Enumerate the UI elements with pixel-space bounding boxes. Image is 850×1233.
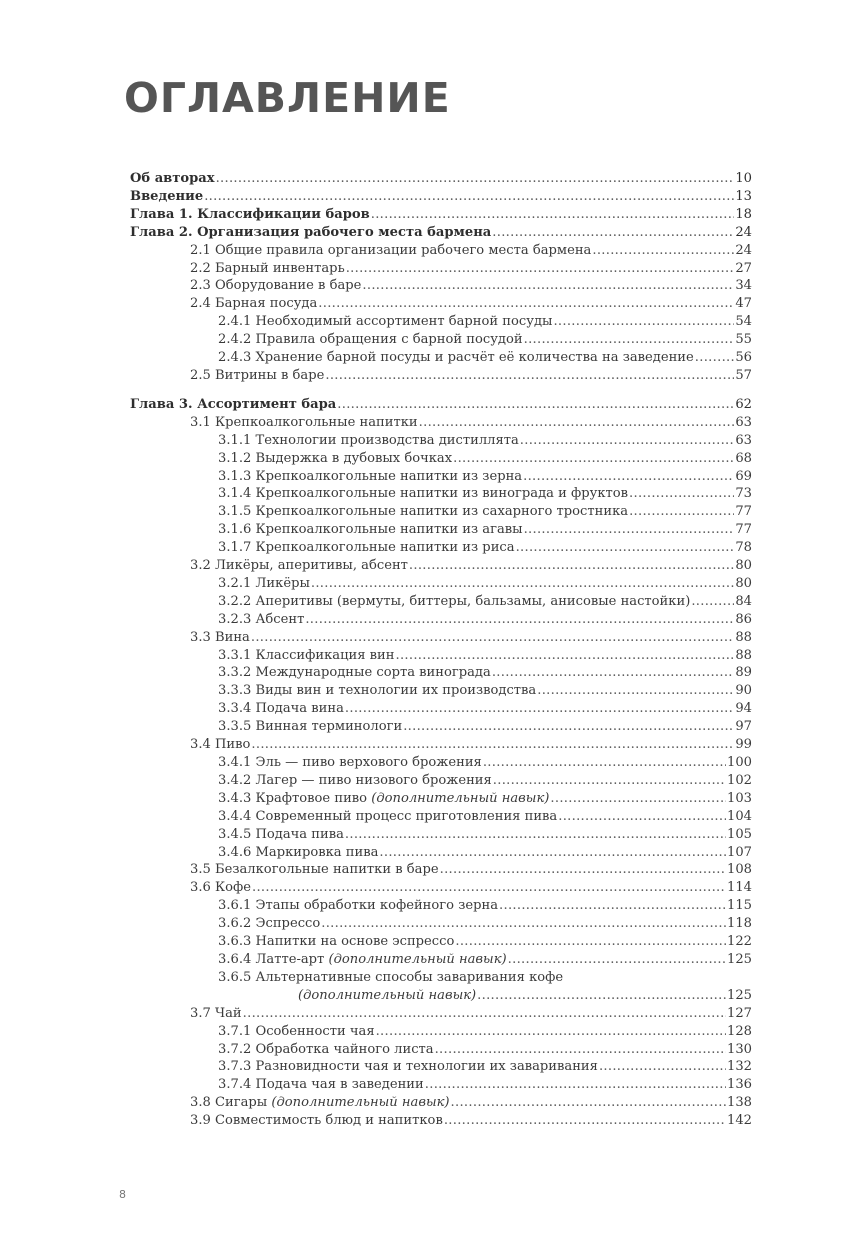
dot-leader [252, 879, 726, 897]
dot-leader [524, 521, 735, 539]
toc-entry-title: Глава 2. Организация рабочего места бармена [130, 224, 492, 240]
toc-subsection-entry[interactable] [130, 593, 752, 611]
toc-entry-page: 102 [727, 772, 752, 788]
dot-leader [337, 396, 734, 414]
toc-entry-page: 18 [735, 206, 752, 222]
toc-entry-page: 80 [735, 575, 752, 591]
toc-entry-title: 3.1.4 Крепкоалкогольные напитки из винограда и фруктов [218, 486, 629, 502]
toc-entry-page: 24 [735, 224, 752, 240]
toc-entry-page: 130 [727, 1041, 752, 1057]
dot-leader [346, 260, 735, 278]
toc-subsection-entry[interactable] [130, 664, 752, 682]
toc-entry-title: 3.4.4 Современный процесс приготовления пива [218, 808, 558, 824]
toc-entry-title: 3.9 Совместимость блюд и напитков [190, 1113, 443, 1129]
toc-subsection-entry[interactable] [130, 969, 752, 987]
toc-entry-title: 3.4.2 Лагер — пиво низового брожения [218, 772, 492, 788]
toc-entry-title: 3.4 Пиво [190, 737, 251, 753]
toc-entry-page: 99 [735, 737, 752, 753]
dot-leader [321, 915, 726, 933]
toc-entry-page: 56 [735, 350, 752, 366]
toc-entry-title: 3.3.2 Международные сорта винограда [218, 665, 491, 681]
dot-leader [492, 224, 734, 242]
toc-entry-page: 62 [735, 396, 752, 412]
toc-entry-page: 136 [727, 1077, 752, 1093]
toc-entry-page: 88 [735, 629, 752, 645]
toc-entry-page: 100 [727, 755, 752, 770]
toc-entry-page: 57 [735, 367, 752, 383]
toc-entry-page: 142 [727, 1113, 752, 1129]
toc-entry-title: 3.6.3 Напитки на основе эспрессо [218, 934, 455, 950]
toc-entry-title: 2.3 Оборудование в баре [190, 278, 362, 294]
toc-subsection-entry[interactable] [130, 808, 752, 826]
toc-subsection-entry[interactable] [130, 432, 752, 450]
toc-entry-title: 3.3.3 Виды вин и технологии их производства [218, 683, 537, 699]
toc-entry-page: 104 [727, 808, 752, 824]
toc-subsection-entry[interactable] [130, 718, 752, 736]
toc-entry-page: 63 [735, 414, 752, 430]
toc-section-entry[interactable] [130, 242, 752, 260]
toc-entry-page: 78 [735, 540, 752, 556]
toc-entry-title: 3.2.3 Абсент [218, 611, 305, 627]
toc-entry-title: 3.2.1 Ликёры [218, 575, 310, 591]
toc-subsection-entry[interactable] [130, 521, 752, 539]
toc-entry-title: 3.6.1 Этапы обработки кофейного зерна [218, 898, 499, 914]
toc-entry-page: 63 [735, 432, 752, 448]
dot-leader [550, 790, 726, 808]
toc-subsection-entry[interactable] [130, 951, 752, 969]
toc-subsection-entry[interactable] [130, 331, 752, 349]
toc-entry-title: 3.7 Чай [190, 1005, 242, 1021]
toc-subsection-entry[interactable] [130, 1041, 752, 1059]
page-title: ОГЛАВЛЕНИЕ [124, 74, 451, 122]
toc-subsection-entry[interactable] [130, 313, 752, 331]
dot-leader [524, 331, 735, 349]
toc-entry-page: 73 [735, 486, 752, 502]
toc-entry-page: 114 [727, 880, 752, 896]
dot-leader [379, 844, 726, 862]
toc-section-entry[interactable] [130, 367, 752, 385]
toc-subsection-entry[interactable] [130, 826, 752, 844]
toc-entry-page: 69 [735, 468, 752, 484]
toc-entry-page: 125 [727, 987, 752, 1003]
dot-leader [537, 682, 734, 700]
toc-entry-title: 3.6.4 Латте-арт [218, 951, 325, 967]
dot-leader [523, 468, 734, 486]
dot-leader [695, 349, 735, 367]
dot-leader [396, 647, 735, 665]
dot-leader [362, 277, 734, 295]
toc-entry-title: 3.2.2 Аперитивы (вермуты, биттеры, бальзамы, анисовые настойки) [218, 593, 691, 609]
dot-leader [520, 432, 735, 450]
toc-entry-title: 3.7.4 Подача чая в заведении [218, 1077, 424, 1093]
toc-entry-page: 88 [735, 647, 752, 663]
toc-subsection-entry[interactable] [130, 485, 752, 503]
toc-entry-title: 3.7.3 Разновидности чая и технологии их заваривания [218, 1059, 598, 1075]
toc-section-entry[interactable] [130, 260, 752, 278]
toc-subsection-entry[interactable] [130, 468, 752, 486]
toc-entry-title: 3.1.1 Технологии производства дистиллята [218, 432, 519, 448]
toc-subsection-entry[interactable] [130, 450, 752, 468]
toc-entry-title: 3.4.5 Подача пива [218, 826, 344, 842]
toc-section-entry[interactable] [130, 1112, 752, 1130]
toc-entry-page: 34 [735, 278, 752, 294]
toc-entry-title: Об авторах [130, 171, 215, 186]
dot-leader [553, 313, 734, 331]
toc-entry-title: 2.4 Барная посуда [190, 296, 318, 312]
dot-leader [508, 951, 726, 969]
table-of-contents [130, 170, 752, 1130]
dot-leader [409, 557, 734, 575]
dot-leader [516, 539, 735, 557]
toc-entry-page: 105 [727, 826, 752, 842]
toc-entry-title: 3.1.2 Выдержка в дубовых бочках [218, 450, 453, 466]
dot-leader [318, 295, 734, 313]
toc-entry-page: 127 [727, 1005, 752, 1021]
toc-entry-page: 47 [735, 296, 752, 312]
toc-section-entry[interactable] [130, 1094, 752, 1112]
toc-entry-page: 122 [727, 934, 752, 950]
dot-leader [376, 1023, 726, 1041]
toc-entry-page: 138 [727, 1095, 752, 1111]
dot-leader [305, 611, 734, 629]
toc-entry-page: 128 [727, 1023, 752, 1039]
toc-entry-title: 2.5 Витрины в баре [190, 367, 325, 383]
toc-entry-title: 2.4.3 Хранение барной посуды и расчёт её количества на заведение [218, 350, 694, 366]
toc-entry-title: 3.3.5 Винная терминологи [218, 719, 403, 735]
toc-entry-title: 3.1.7 Крепкоалкогольные напитки из риса [218, 540, 515, 556]
dot-leader [204, 188, 734, 206]
dot-leader [455, 933, 726, 951]
toc-subsection-entry[interactable] [130, 772, 752, 790]
toc-section-entry[interactable] [130, 861, 752, 879]
page-number: 8 [119, 1188, 126, 1201]
dot-leader [311, 575, 734, 593]
dot-leader [477, 987, 726, 1005]
dot-leader [251, 736, 734, 754]
toc-entry-title: 3.2 Ликёры, аперитивы, абсент [190, 558, 408, 574]
toc-entry-title: 3.4.3 Крафтовое пиво [218, 790, 368, 806]
toc-entry-page: 84 [735, 593, 752, 609]
dot-leader [629, 485, 734, 503]
toc-subsection-entry[interactable] [130, 1076, 752, 1094]
dot-leader [483, 754, 726, 772]
toc-entry-title: 3.1.5 Крепкоалкогольные напитки из сахарного тростника [218, 504, 629, 520]
toc-entry-title: 3.4.6 Маркировка пива [218, 844, 379, 860]
toc-entry-page: 55 [735, 332, 752, 348]
toc-subsection-entry[interactable] [130, 503, 752, 521]
toc-section-entry[interactable] [130, 1005, 752, 1023]
toc-entry-page: 97 [735, 719, 752, 735]
dot-leader [558, 808, 726, 826]
dot-leader [345, 700, 734, 718]
toc-section-entry[interactable] [130, 414, 752, 432]
dot-leader [444, 1112, 726, 1130]
toc-subsection-entry[interactable] [130, 700, 752, 718]
toc-entry-note: (дополнительный навык) [328, 951, 507, 967]
dot-leader [419, 414, 735, 432]
toc-subsection-entry[interactable] [130, 647, 752, 665]
toc-entry-title: 2.4.1 Необходимый ассортимент барной посуды [218, 314, 553, 330]
toc-subsection-entry[interactable] [130, 790, 752, 808]
toc-entry-title: Введение [130, 188, 204, 204]
toc-entry-title: 2.1 Общие правила организации рабочего места бармена [190, 242, 592, 258]
toc-entry-page: 13 [735, 188, 752, 204]
toc-entry-title: 3.5 Безалкогольные напитки в баре [190, 862, 439, 878]
toc-entry-title: 3.7.1 Особенности чая [218, 1023, 375, 1039]
toc-entry-title: 2.4.2 Правила обращения с барной посудой [218, 332, 523, 348]
toc-subsection-entry[interactable] [130, 539, 752, 557]
dot-leader [592, 242, 734, 260]
toc-entry-page: 10 [735, 171, 752, 186]
toc-entry-page: 77 [735, 522, 752, 538]
toc-entry-title: 3.6 Кофе [190, 880, 251, 896]
toc-entry-note: (дополнительный навык) [371, 790, 550, 806]
toc-entry-title: 3.3.1 Классификация вин [218, 647, 395, 663]
toc-chapter-entry[interactable] [130, 206, 752, 224]
toc-entry-title: Глава 1. Классификации баров [130, 206, 370, 222]
dot-leader [599, 1058, 726, 1076]
dot-leader [440, 861, 726, 879]
toc-section-entry[interactable] [130, 295, 752, 313]
toc-subsection-entry[interactable] [130, 754, 752, 772]
toc-entry-page: 27 [735, 260, 752, 276]
dot-leader [325, 367, 734, 385]
dot-leader [403, 718, 734, 736]
toc-entry-page: 118 [727, 916, 752, 932]
dot-leader [499, 897, 726, 915]
dot-leader [251, 629, 734, 647]
dot-leader [629, 503, 734, 521]
toc-entry-page: 89 [735, 665, 752, 681]
toc-entry-page: 86 [735, 611, 752, 627]
dot-leader [345, 826, 726, 844]
toc-entry-title: 3.1.6 Крепкоалкогольные напитки из агавы [218, 522, 523, 538]
toc-entry-title: 3.7.2 Обработка чайного листа [218, 1041, 434, 1057]
toc-entry-title: 3.3.4 Подача вина [218, 701, 344, 717]
dot-leader [451, 1094, 726, 1112]
toc-entry-title: 2.2 Барный инвентарь [190, 260, 345, 276]
toc-subsection-entry[interactable] [130, 897, 752, 915]
toc-section-entry[interactable] [130, 277, 752, 295]
toc-entry-title: 3.8 Сигары [190, 1095, 268, 1111]
toc-section-entry[interactable] [130, 629, 752, 647]
toc-entry-page: 115 [727, 898, 752, 914]
toc-entry-title: Глава 3. Ассортимент бара [130, 396, 337, 412]
toc-chapter-entry[interactable] [130, 188, 752, 206]
toc-entry-page: 24 [735, 242, 752, 258]
toc-entry-page: 54 [735, 314, 752, 330]
toc-subsection-entry[interactable] [130, 1058, 752, 1076]
toc-entry-title: 3.6.2 Эспрессо [218, 916, 321, 932]
toc-entry-page: 103 [727, 790, 752, 806]
dot-leader [691, 593, 734, 611]
toc-subsection-entry[interactable] [130, 682, 752, 700]
toc-subsection-entry[interactable] [130, 611, 752, 629]
toc-section-entry[interactable] [130, 557, 752, 575]
dot-leader [493, 772, 726, 790]
dot-leader [425, 1076, 726, 1094]
toc-subsection-entry[interactable] [130, 933, 752, 951]
toc-subsection-entry[interactable] [130, 1023, 752, 1041]
toc-subsection-entry[interactable] [130, 844, 752, 862]
dot-leader [492, 664, 735, 682]
toc-subsection-entry[interactable] [130, 915, 752, 933]
dot-leader [216, 170, 735, 188]
toc-entry-continuation[interactable] [130, 987, 752, 1005]
toc-entry-title: 3.1 Крепкоалкогольные напитки [190, 414, 418, 430]
toc-entry-note: (дополнительный навык) [298, 987, 477, 1003]
toc-entry-note: (дополнительный навык) [271, 1095, 450, 1111]
toc-entry-page: 80 [735, 558, 752, 574]
toc-section-entry[interactable] [130, 736, 752, 754]
toc-chapter-entry[interactable] [130, 170, 752, 188]
dot-leader [453, 450, 734, 468]
dot-leader [371, 206, 735, 224]
toc-entry-page: 108 [727, 862, 752, 878]
toc-entry-page: 107 [727, 844, 752, 860]
toc-section-entry[interactable] [130, 879, 752, 897]
toc-subsection-entry[interactable] [130, 349, 752, 367]
toc-subsection-entry[interactable] [130, 575, 752, 593]
toc-entry-page: 125 [727, 951, 752, 967]
toc-entry-title: 3.6.5 Альтернативные способы заваривания кофе [218, 969, 564, 985]
dot-leader [243, 1005, 726, 1023]
toc-entry-page: 132 [727, 1059, 752, 1075]
toc-entry-page: 77 [735, 504, 752, 520]
toc-chapter-entry[interactable] [130, 396, 752, 414]
toc-entry-title: 3.4.1 Эль — пиво верхового брожения [218, 755, 482, 770]
toc-entry-page: 94 [735, 701, 752, 717]
toc-entry-page: 68 [735, 450, 752, 466]
toc-chapter-entry[interactable] [130, 224, 752, 242]
toc-entry-title: 3.3 Вина [190, 629, 250, 645]
toc-entry-page: 90 [735, 683, 752, 699]
toc-entry-title: 3.1.3 Крепкоалкогольные напитки из зерна [218, 468, 523, 484]
dot-leader [435, 1041, 726, 1059]
